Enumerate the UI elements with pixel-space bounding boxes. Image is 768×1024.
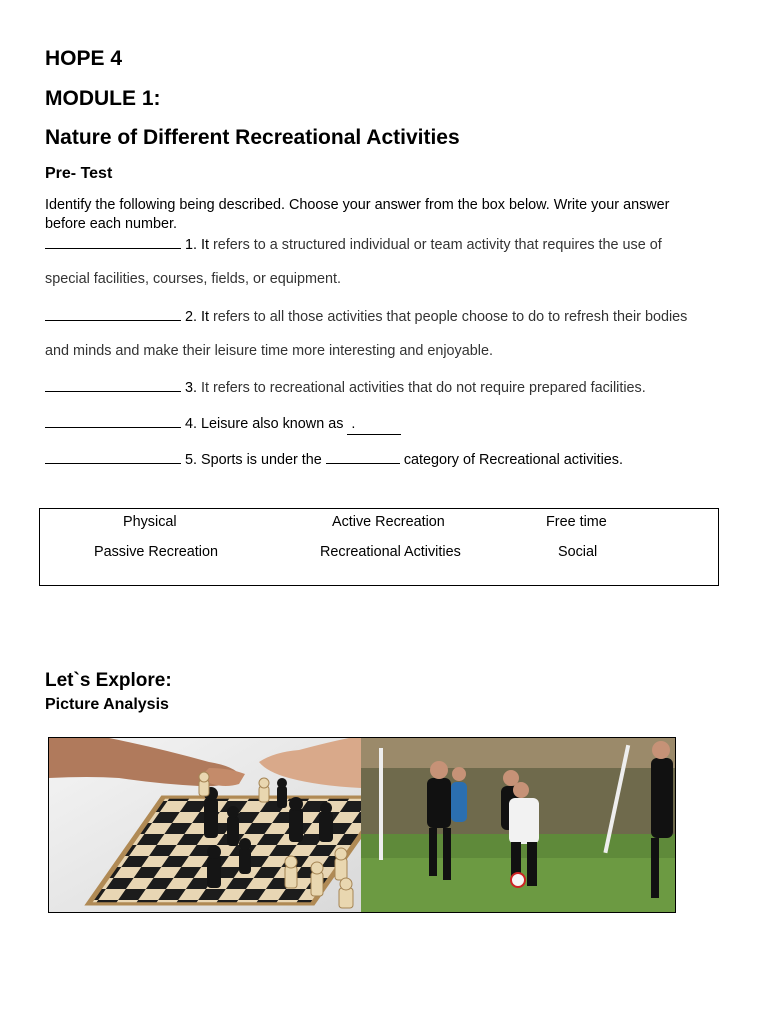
soccer-illustration bbox=[361, 738, 675, 912]
picture-analysis-heading: Picture Analysis bbox=[45, 696, 169, 713]
choice-social: Social bbox=[558, 544, 598, 560]
choice-passive-recreation: Passive Recreation bbox=[94, 544, 218, 560]
choice-free-time: Free time bbox=[546, 514, 607, 530]
chess-illustration bbox=[49, 738, 361, 912]
question-2: 2. It refers to all those activities that people choose to do to refresh their bodies bbox=[45, 306, 687, 327]
pretest-heading: Pre- Test bbox=[45, 165, 113, 182]
answer-blank-3[interactable] bbox=[45, 377, 181, 392]
chess-game-photo bbox=[49, 738, 361, 912]
soccer-game-photo bbox=[361, 738, 675, 912]
choice-physical: Physical bbox=[123, 514, 177, 530]
question-5: 5. Sports is under the category of Recreational activities. bbox=[45, 449, 623, 470]
explore-heading: Let`s Explore: bbox=[45, 670, 172, 691]
answer-choices-box bbox=[39, 508, 719, 586]
pretest-instructions: Identify the following being described. Choose your answer from the box below. Write your answer before each number. bbox=[45, 197, 670, 232]
module-title: MODULE 1: bbox=[45, 87, 161, 110]
question-1: 1. It refers to a structured individual or team activity that requires the use of bbox=[45, 234, 662, 255]
question-3: 3. It refers to recreational activities that do not require prepared facilities. bbox=[45, 377, 646, 398]
inline-blank-5[interactable] bbox=[326, 449, 400, 464]
picture-analysis-photos bbox=[48, 737, 676, 913]
answer-blank-5[interactable] bbox=[45, 449, 181, 464]
choice-recreational-activities: Recreational Activities bbox=[320, 544, 461, 560]
question-2-continued: and minds and make their leisure time more interesting and enjoyable. bbox=[45, 343, 493, 359]
choice-active-recreation: Active Recreation bbox=[332, 514, 445, 530]
inline-blank-4[interactable]: . bbox=[347, 415, 401, 435]
module-topic-title: Nature of Different Recreational Activities bbox=[45, 126, 460, 149]
question-4: 4. Leisure also known as . bbox=[45, 413, 401, 435]
answer-blank-1[interactable] bbox=[45, 234, 181, 249]
question-1-continued: special facilities, courses, fields, or equipment. bbox=[45, 271, 341, 287]
answer-blank-4[interactable] bbox=[45, 413, 181, 428]
course-title: HOPE 4 bbox=[45, 47, 123, 70]
answer-blank-2[interactable] bbox=[45, 306, 181, 321]
